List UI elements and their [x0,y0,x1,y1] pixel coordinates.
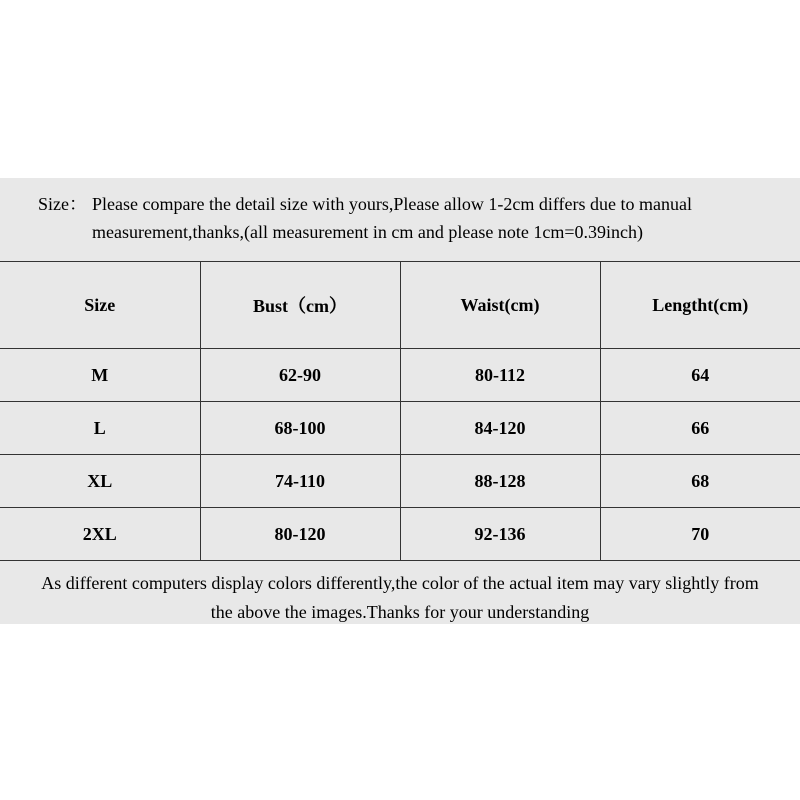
header-length: Lengtht(cm) [600,262,800,349]
cell-size: 2XL [0,508,200,561]
cell-size: L [0,402,200,455]
table-row [0,508,800,561]
header-size: Size [0,262,200,349]
cell-length: 64 [600,349,800,402]
size-note-label: Size： [38,194,87,214]
size-note-line-1 [38,190,778,218]
header-waist: Waist(cm) [400,262,600,349]
size-table [0,261,800,561]
cell-length: 70 [600,508,800,561]
table-row [0,349,800,402]
table-header-row [0,262,800,349]
size-note-text-1: Please compare the detail size with yours,Please allow 1-2cm differs due to manual [92,194,692,214]
cell-size: M [0,349,200,402]
cell-size: XL [0,455,200,508]
cell-bust: 62-90 [200,349,400,402]
color-note-line-2: the above the images.Thanks for your understanding [210,602,590,622]
cell-bust: 80-120 [200,508,400,561]
color-note [0,569,800,627]
table-row [0,455,800,508]
table-row [0,402,800,455]
size-note [38,190,778,246]
cell-bust: 74-110 [200,455,400,508]
cell-waist: 88-128 [400,455,600,508]
cell-waist: 84-120 [400,402,600,455]
cell-waist: 80-112 [400,349,600,402]
header-bust: Bust（cm） [200,262,400,349]
cell-bust: 68-100 [200,402,400,455]
cell-length: 66 [600,402,800,455]
size-note-line-2: measurement,thanks,(all measurement in cm and please note 1cm=0.39inch) [92,222,643,242]
cell-length: 68 [600,455,800,508]
cell-waist: 92-136 [400,508,600,561]
color-note-line-1: As different computers display colors differently,the color of the actual item may vary slightly from [41,573,759,593]
